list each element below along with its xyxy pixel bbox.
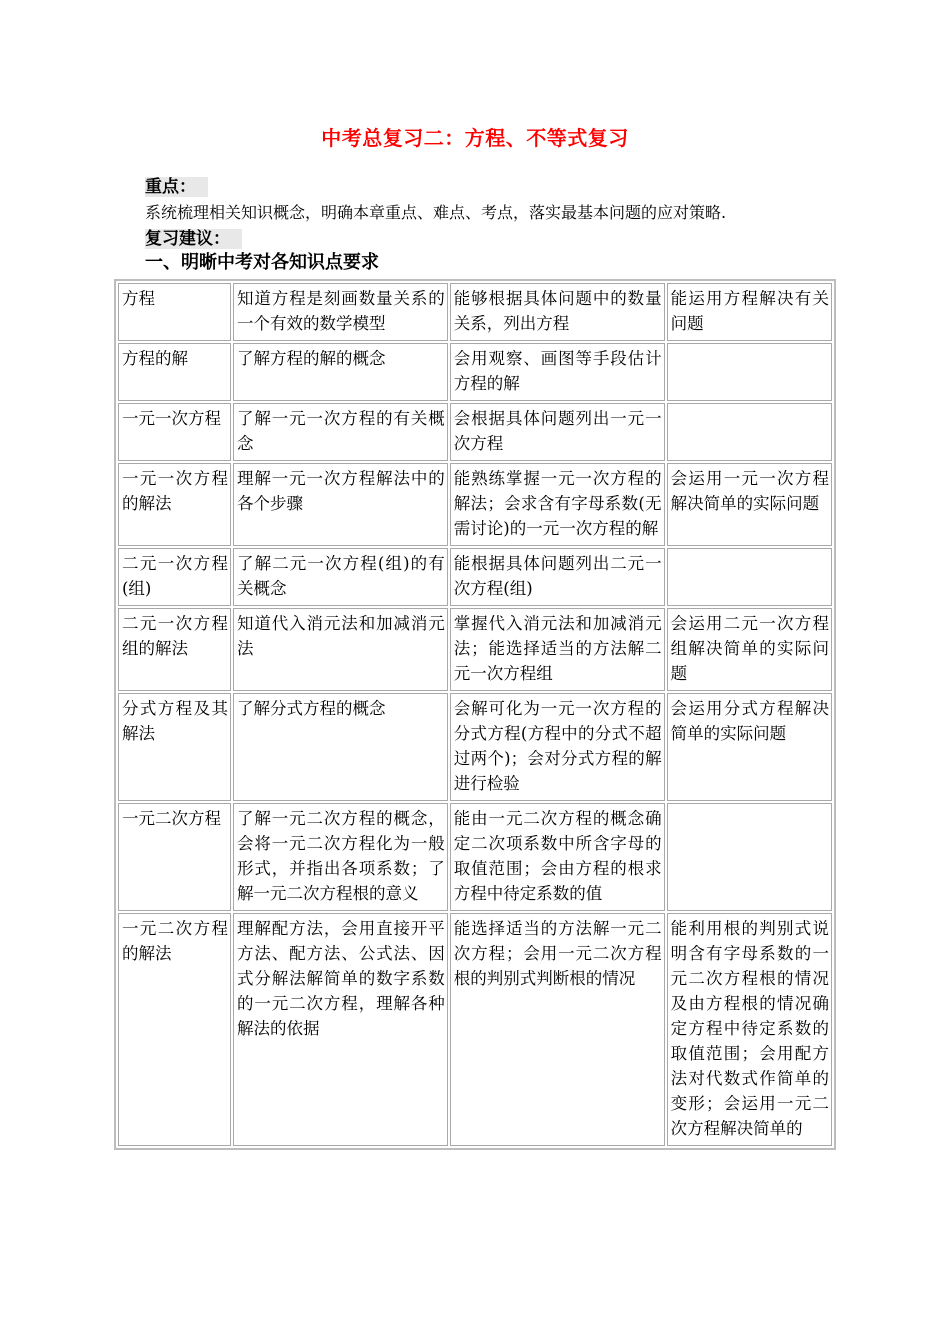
topic-cell: 一元二次方程: [118, 803, 231, 911]
key-points-heading-text: 重点：: [145, 177, 208, 197]
table-row: [118, 803, 832, 911]
table-row: [118, 913, 832, 1146]
requirement-cell-2: 能够根据具体问题中的数量关系，列出方程: [450, 283, 665, 341]
requirement-cell-3: [667, 548, 832, 606]
requirement-cell-3: 能运用方程解决有关问题: [667, 283, 832, 341]
requirement-cell-2: 会根据具体问题列出一元一次方程: [450, 403, 665, 461]
table-row: [118, 283, 832, 341]
requirement-cell-1: 了解一元二次方程的概念，会将一元二次方程化为一般形式，并指出各项系数；了解一元二次方程根的意义: [233, 803, 448, 911]
requirement-cell-3: [667, 803, 832, 911]
requirement-cell-2: 能由一元二次方程的概念确定二次项系数中所含字母的取值范围；会由方程的根求方程中待定系数的值: [450, 803, 665, 911]
section-heading-text: 一、明晰中考对各知识点要求: [145, 252, 379, 273]
requirement-cell-1: 知道代入消元法和加减消元法: [233, 608, 448, 691]
key-points-heading: [145, 176, 208, 198]
suggestion-heading-text: 复习建议：: [145, 229, 242, 249]
table-row: [118, 693, 832, 801]
requirement-cell-2: 会用观察、画图等手段估计方程的解: [450, 343, 665, 401]
requirement-cell-1: 了解二元一次方程(组)的有关概念: [233, 548, 448, 606]
page-title: 中考总复习二：方程、不等式复习: [321, 126, 629, 150]
table-row: [118, 548, 832, 606]
requirement-cell-2: 会解可化为一元一次方程的分式方程(方程中的分式不超过两个)；会对分式方程的解进行检验: [450, 693, 665, 801]
requirement-cell-2: 能熟练掌握一元一次方程的解法；会求含有字母系数(无需讨论)的一元一次方程的解: [450, 463, 665, 546]
requirements-table: [114, 279, 836, 1150]
table-row: [118, 403, 832, 461]
topic-cell: 一元二次方程的解法: [118, 913, 231, 1146]
topic-cell: 方程的解: [118, 343, 231, 401]
requirement-cell-2: 掌握代入消元法和加减消元法；能选择适当的方法解二元一次方程组: [450, 608, 665, 691]
requirement-cell-1: 理解一元一次方程解法中的各个步骤: [233, 463, 448, 546]
key-points-text: 系统梳理相关知识概念，明确本章重点、难点、考点，落实最基本问题的应对策略.: [145, 203, 727, 222]
requirement-cell-1: 知道方程是刻画数量关系的一个有效的数学模型: [233, 283, 448, 341]
table-row: [118, 343, 832, 401]
requirement-cell-3: 会运用一元一次方程解决简单的实际问题: [667, 463, 832, 546]
suggestion-heading: [145, 228, 242, 250]
requirement-cell-1: 理解配方法，会用直接开平方法、配方法、公式法、因式分解法解简单的数字系数的一元二次方程，理解各种解法的依据: [233, 913, 448, 1146]
requirement-cell-1: 了解分式方程的概念: [233, 693, 448, 801]
requirements-table-wrapper: [114, 279, 836, 1150]
requirement-cell-2: 能选择适当的方法解一元二次方程；会用一元二次方程根的判别式判断根的情况: [450, 913, 665, 1146]
requirement-cell-1: 了解方程的解的概念: [233, 343, 448, 401]
topic-cell: 二元一次方程(组): [118, 548, 231, 606]
topic-cell: 方程: [118, 283, 231, 341]
requirement-cell-2: 能根据具体问题列出二元一次方程(组): [450, 548, 665, 606]
topic-cell: 二元一次方程组的解法: [118, 608, 231, 691]
section-heading: [145, 252, 379, 274]
requirement-cell-3: 会运用分式方程解决简单的实际问题: [667, 693, 832, 801]
table-row: [118, 608, 832, 691]
requirement-cell-3: 能利用根的判别式说明含有字母系数的一元二次方程根的情况及由方程根的情况确定方程中待定系数的取值范围；会用配方法对代数式作简单的变形；会运用一元二次方程解决简单的: [667, 913, 832, 1146]
topic-cell: 一元一次方程的解法: [118, 463, 231, 546]
requirement-cell-1: 了解一元一次方程的有关概念: [233, 403, 448, 461]
requirement-cell-3: [667, 343, 832, 401]
table-row: [118, 463, 832, 546]
requirement-cell-3: 会运用二元一次方程组解决简单的实际问题: [667, 608, 832, 691]
topic-cell: 一元一次方程: [118, 403, 231, 461]
requirement-cell-3: [667, 403, 832, 461]
topic-cell: 分式方程及其解法: [118, 693, 231, 801]
